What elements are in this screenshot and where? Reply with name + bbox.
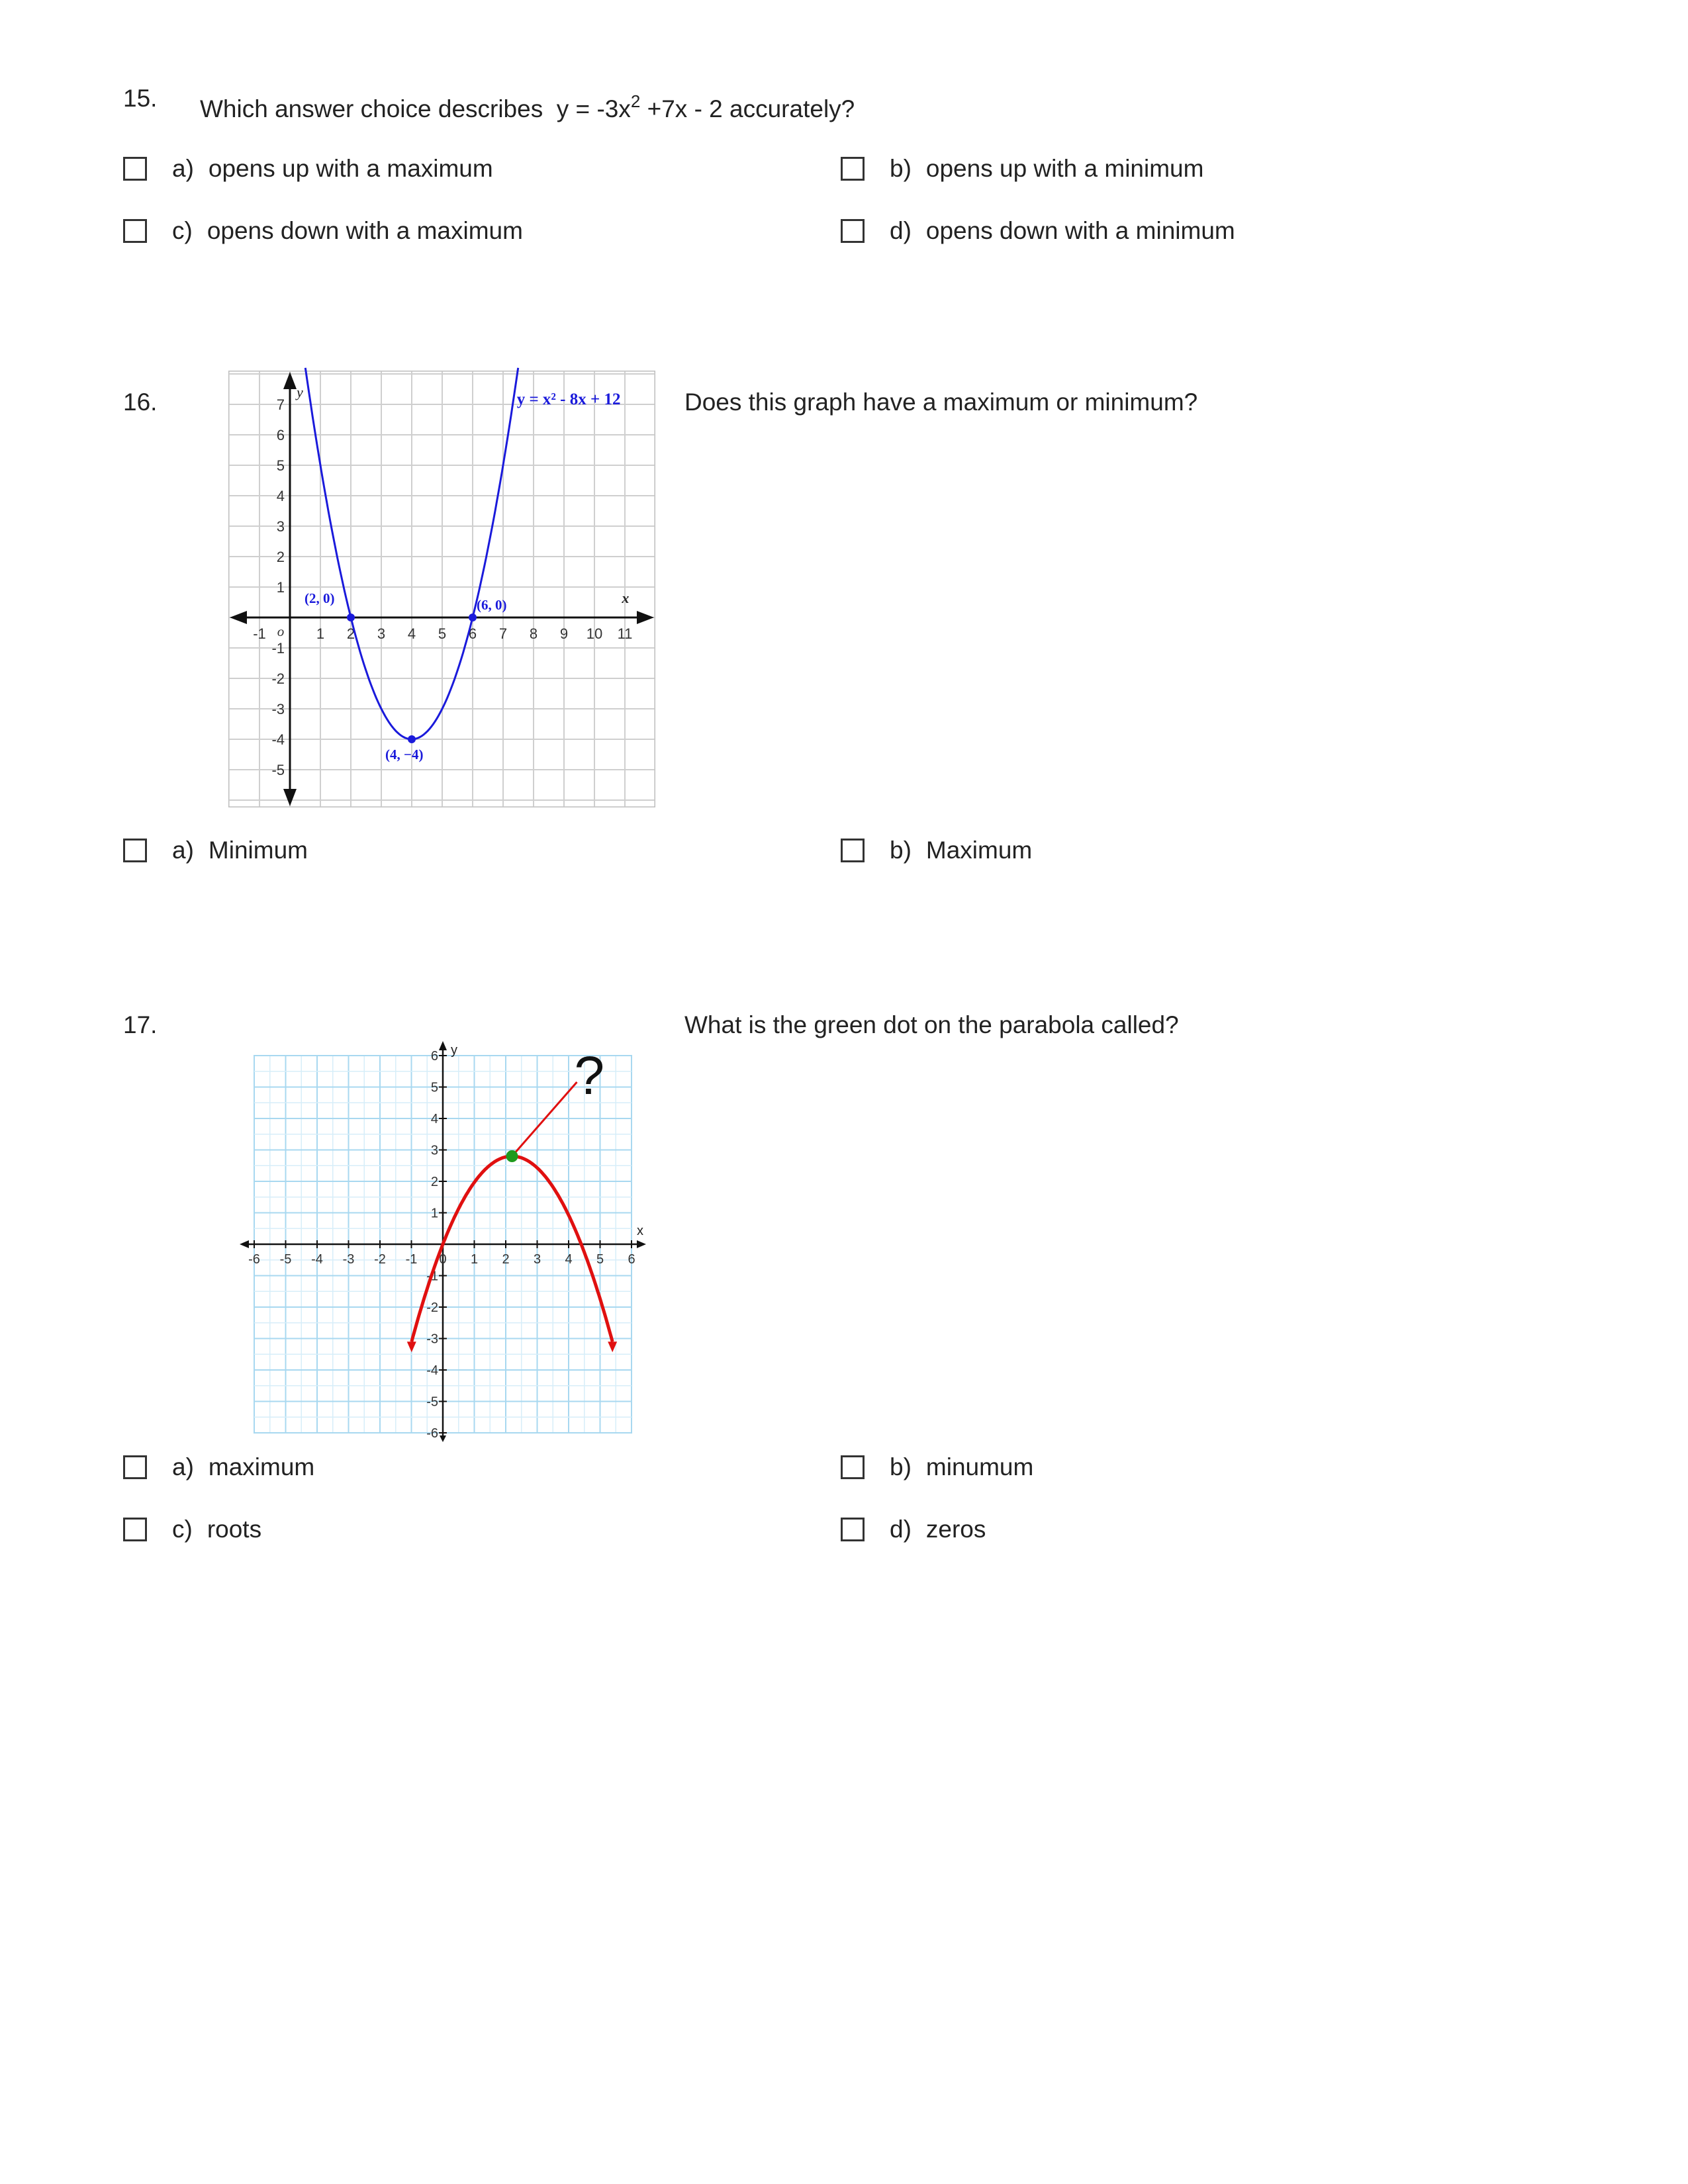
y-tick-label: -5 bbox=[271, 762, 285, 778]
point-marker bbox=[469, 614, 477, 621]
q15-choice-b[interactable] bbox=[841, 155, 1203, 183]
x-tick-label: 11 bbox=[617, 625, 633, 642]
q15-equation-prefix: y = -3x bbox=[556, 95, 631, 122]
q15-choice-a[interactable] bbox=[123, 155, 493, 183]
question-16-number: 16. bbox=[123, 388, 158, 416]
choice-letter: d) bbox=[890, 217, 912, 244]
y-tick-label: 1 bbox=[430, 1206, 438, 1221]
choice-text: opens down with a minimum bbox=[925, 217, 1235, 244]
y-tick-label: 3 bbox=[276, 518, 285, 535]
y-tick-label: 7 bbox=[276, 396, 285, 413]
x-tick-label: 3 bbox=[377, 625, 386, 642]
choice-letter: c) bbox=[172, 217, 193, 244]
checkbox[interactable] bbox=[841, 839, 865, 862]
checkbox[interactable] bbox=[841, 157, 865, 181]
checkbox[interactable] bbox=[841, 1455, 865, 1479]
y-tick-label: -5 bbox=[426, 1394, 438, 1410]
x-tick-label: -1 bbox=[405, 1252, 418, 1267]
choice-letter: a) bbox=[172, 837, 194, 864]
y-tick-label: -1 bbox=[426, 1269, 438, 1284]
x-tick-label: 4 bbox=[407, 625, 416, 642]
y-tick-label: -2 bbox=[426, 1300, 438, 1315]
x-tick-label: 4 bbox=[565, 1252, 573, 1267]
y-axis-arrow-down bbox=[440, 1435, 446, 1442]
x-axis-arrow-left bbox=[240, 1240, 249, 1248]
question-17-prompt: What is the green dot on the parabola called? bbox=[684, 1011, 1179, 1038]
choice-text: minumum bbox=[925, 1453, 1034, 1480]
x-tick-label: -5 bbox=[279, 1252, 292, 1267]
x-tick-label: 9 bbox=[559, 625, 569, 642]
point-label: (6, 0) bbox=[477, 597, 507, 613]
point-marker bbox=[408, 735, 416, 743]
point-label: (2, 0) bbox=[305, 590, 335, 606]
choice-text: zeros bbox=[925, 1516, 986, 1543]
checkbox[interactable] bbox=[123, 157, 147, 181]
choice-letter: b) bbox=[890, 1453, 912, 1480]
y-axis-label: y bbox=[451, 1043, 457, 1058]
choice-text: roots bbox=[207, 1516, 262, 1543]
point-marker bbox=[347, 614, 355, 621]
y-tick-label: -4 bbox=[271, 731, 285, 748]
x-tick-label: 6 bbox=[468, 625, 477, 642]
x-tick-label: -1 bbox=[253, 625, 266, 642]
q17-choice-c[interactable] bbox=[123, 1516, 261, 1543]
y-tick-label: -2 bbox=[271, 670, 285, 687]
q16-choice-a[interactable] bbox=[123, 837, 308, 864]
y-tick-label: -1 bbox=[271, 640, 285, 657]
choice-letter: b) bbox=[890, 837, 912, 864]
q17-choice-a[interactable] bbox=[123, 1453, 314, 1481]
question-17-number: 17. bbox=[123, 1011, 158, 1038]
x-axis-label: x bbox=[622, 590, 630, 606]
origin-label: o bbox=[277, 623, 285, 639]
x-tick-label: 1 bbox=[316, 625, 325, 642]
x-axis-label: x bbox=[637, 1224, 643, 1238]
q15-prompt-text: Which answer choice describes bbox=[200, 95, 543, 122]
y-tick-label: 2 bbox=[276, 549, 285, 565]
y-tick-label: 1 bbox=[276, 579, 285, 596]
y-tick-label: 4 bbox=[430, 1112, 438, 1126]
x-tick-label: 5 bbox=[438, 625, 447, 642]
question-mark-annotation: ? bbox=[574, 1046, 605, 1106]
x-tick-label: 7 bbox=[498, 625, 508, 642]
checkbox[interactable] bbox=[123, 839, 147, 862]
y-tick-label: -6 bbox=[426, 1426, 438, 1441]
choice-letter: d) bbox=[890, 1516, 912, 1543]
y-tick-label: 6 bbox=[276, 427, 285, 443]
choice-letter: a) bbox=[172, 1453, 194, 1480]
y-tick-label: -3 bbox=[426, 1332, 438, 1347]
choice-letter: b) bbox=[890, 155, 912, 182]
q16-choice-b[interactable] bbox=[841, 837, 1032, 864]
vertex-dot bbox=[506, 1150, 518, 1162]
q15-choice-c[interactable] bbox=[123, 217, 523, 245]
y-axis-arrow-up bbox=[439, 1041, 447, 1050]
point-label: (4, −4) bbox=[385, 747, 424, 762]
y-tick-label: -4 bbox=[426, 1363, 438, 1378]
x-tick-label: 2 bbox=[502, 1252, 510, 1267]
x-tick-label: 5 bbox=[596, 1252, 604, 1267]
question-15-prompt bbox=[200, 91, 855, 123]
x-tick-label: 0 bbox=[439, 1252, 447, 1267]
graph-q16 bbox=[228, 371, 655, 807]
choice-letter: c) bbox=[172, 1516, 193, 1543]
graph-q17 bbox=[235, 1009, 659, 1441]
x-tick-label: -4 bbox=[311, 1252, 323, 1267]
x-tick-label: 3 bbox=[533, 1252, 541, 1267]
choice-text: Minimum bbox=[208, 837, 308, 864]
checkbox[interactable] bbox=[123, 1518, 147, 1541]
y-tick-label: 6 bbox=[430, 1049, 438, 1064]
y-tick-label: 2 bbox=[430, 1175, 438, 1189]
equation-label: y = x² - 8x + 12 bbox=[516, 390, 621, 408]
x-tick-label: 8 bbox=[529, 625, 538, 642]
choice-text: maximum bbox=[208, 1453, 315, 1480]
y-tick-label: 5 bbox=[276, 457, 285, 474]
x-tick-label: -3 bbox=[342, 1252, 355, 1267]
y-axis-label: y bbox=[297, 384, 303, 400]
x-tick-label: 6 bbox=[628, 1252, 635, 1267]
choice-letter: a) bbox=[172, 155, 194, 182]
checkbox[interactable] bbox=[841, 219, 865, 243]
checkbox[interactable] bbox=[841, 1518, 865, 1541]
x-tick-label: -6 bbox=[248, 1252, 260, 1267]
x-tick-label: 1 bbox=[470, 1252, 479, 1267]
choice-text: opens up with a maximum bbox=[208, 155, 493, 182]
question-16-prompt: Does this graph have a maximum or minimum? bbox=[684, 388, 1198, 416]
choice-text: Maximum bbox=[925, 837, 1033, 864]
q15-equation-suffix: +7x - 2 accurately? bbox=[640, 95, 855, 122]
y-tick-label: 3 bbox=[430, 1143, 438, 1158]
checkbox[interactable] bbox=[123, 1455, 147, 1479]
question-15-number: 15. bbox=[123, 85, 158, 112]
q15-choice-d[interactable] bbox=[841, 217, 1235, 245]
y-tick-label: 5 bbox=[430, 1080, 438, 1095]
x-axis-arrow-right bbox=[637, 1240, 646, 1248]
y-tick-label: 4 bbox=[276, 488, 285, 504]
checkbox[interactable] bbox=[123, 219, 147, 243]
y-tick-label: -3 bbox=[271, 701, 285, 717]
choice-text: opens down with a maximum bbox=[207, 217, 523, 244]
x-tick-label: 10 bbox=[586, 625, 603, 642]
x-tick-label: 2 bbox=[346, 625, 355, 642]
q17-choice-d[interactable] bbox=[841, 1516, 986, 1543]
choice-text: opens up with a minimum bbox=[925, 155, 1204, 182]
q17-choice-b[interactable] bbox=[841, 1453, 1033, 1481]
x-tick-label: -2 bbox=[374, 1252, 386, 1267]
q15-equation-exponent: 2 bbox=[630, 91, 641, 111]
